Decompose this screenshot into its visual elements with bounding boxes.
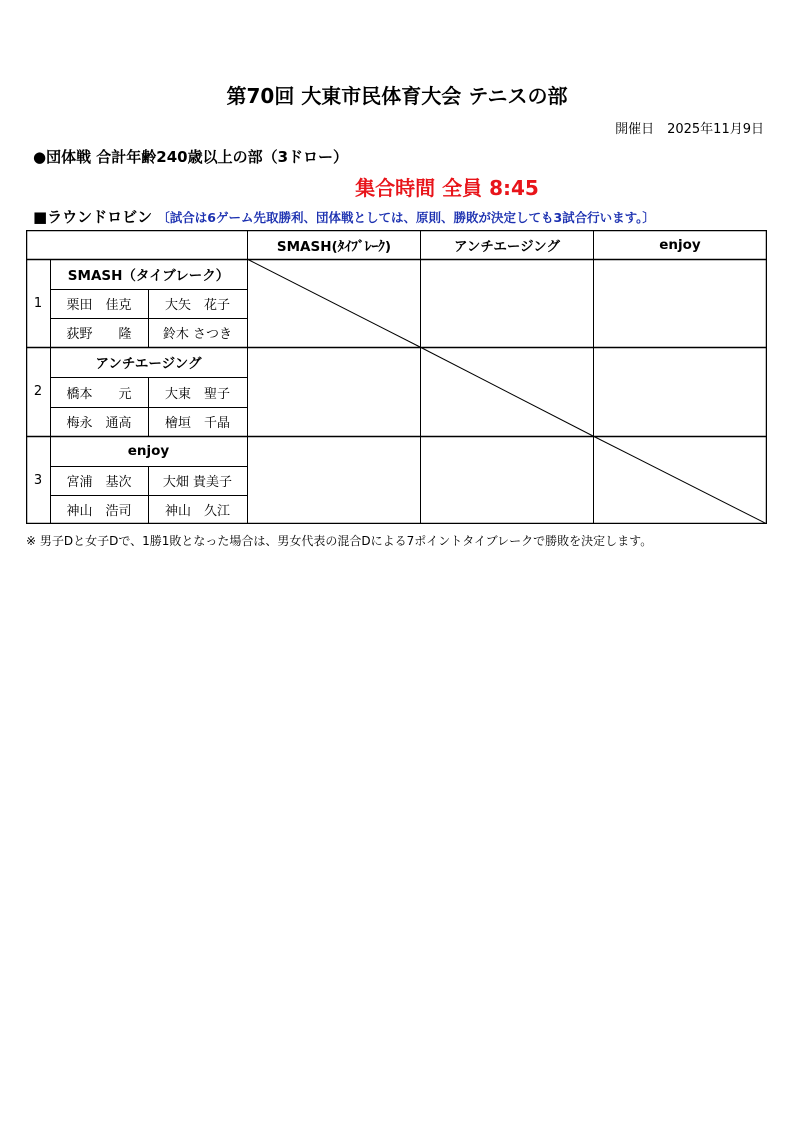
round-robin-label: ■ラウンドロビン — [33, 208, 153, 226]
team-number: 1 — [33, 295, 43, 311]
column-header-enjoy: enjoy — [659, 236, 701, 253]
footnote: ※ 男子Dと女子Dで、1勝1敗となった場合は、男女代表の混合Dによる7ポイントタイブレークで勝敗を決定します。 — [26, 534, 653, 548]
diagonal-self-match-2 — [420, 347, 593, 436]
team-name: enjoy — [127, 443, 170, 459]
section-heading-team-event: ●団体戦 合計年齢240歳以上の部（3ドロー） — [33, 148, 349, 166]
diagonal-self-match-3 — [593, 436, 767, 524]
round-robin-note: 〔試合は6ゲーム先取勝利、団体戦としては、原則、勝敗が決定しても3試合行います。〕 — [157, 210, 655, 225]
player-name: 鈴木 さつき — [162, 327, 233, 342]
event-date: 開催日 2025年11月9日 — [615, 122, 764, 137]
player-name: 神山 久江 — [164, 504, 230, 519]
section-heading-round-robin — [33, 206, 655, 227]
column-header-anti-aging: アンチエージング — [453, 238, 561, 255]
column-header-smash: SMASH(ﾀｲﾌﾞﾚｰｸ) — [276, 238, 392, 255]
player-name: 大畑 貴美子 — [162, 475, 233, 490]
player-name: 神山 浩司 — [66, 504, 132, 519]
team-name: SMASH（タイブレーク） — [67, 268, 230, 284]
player-name: 荻野 隆 — [66, 327, 132, 342]
page-title: 第70回 大東市民体育大会 テニスの部 — [226, 84, 568, 108]
team-number: 3 — [33, 472, 43, 488]
player-name: 梅永 通高 — [66, 416, 132, 431]
round-robin-table — [26, 230, 767, 524]
meeting-time: 集合時間 全員 8:45 — [355, 176, 539, 200]
player-name: 大矢 花子 — [164, 298, 230, 313]
player-name: 栗田 佳克 — [66, 298, 132, 313]
player-name: 橋本 元 — [66, 386, 132, 402]
team-number: 2 — [33, 384, 43, 399]
diagonal-self-match-1 — [247, 259, 420, 347]
player-name: 大東 聖子 — [164, 386, 230, 402]
team-name: アンチエージング — [95, 356, 202, 372]
player-name: 宮浦 基次 — [66, 475, 132, 490]
player-name: 檜垣 千晶 — [164, 416, 230, 431]
